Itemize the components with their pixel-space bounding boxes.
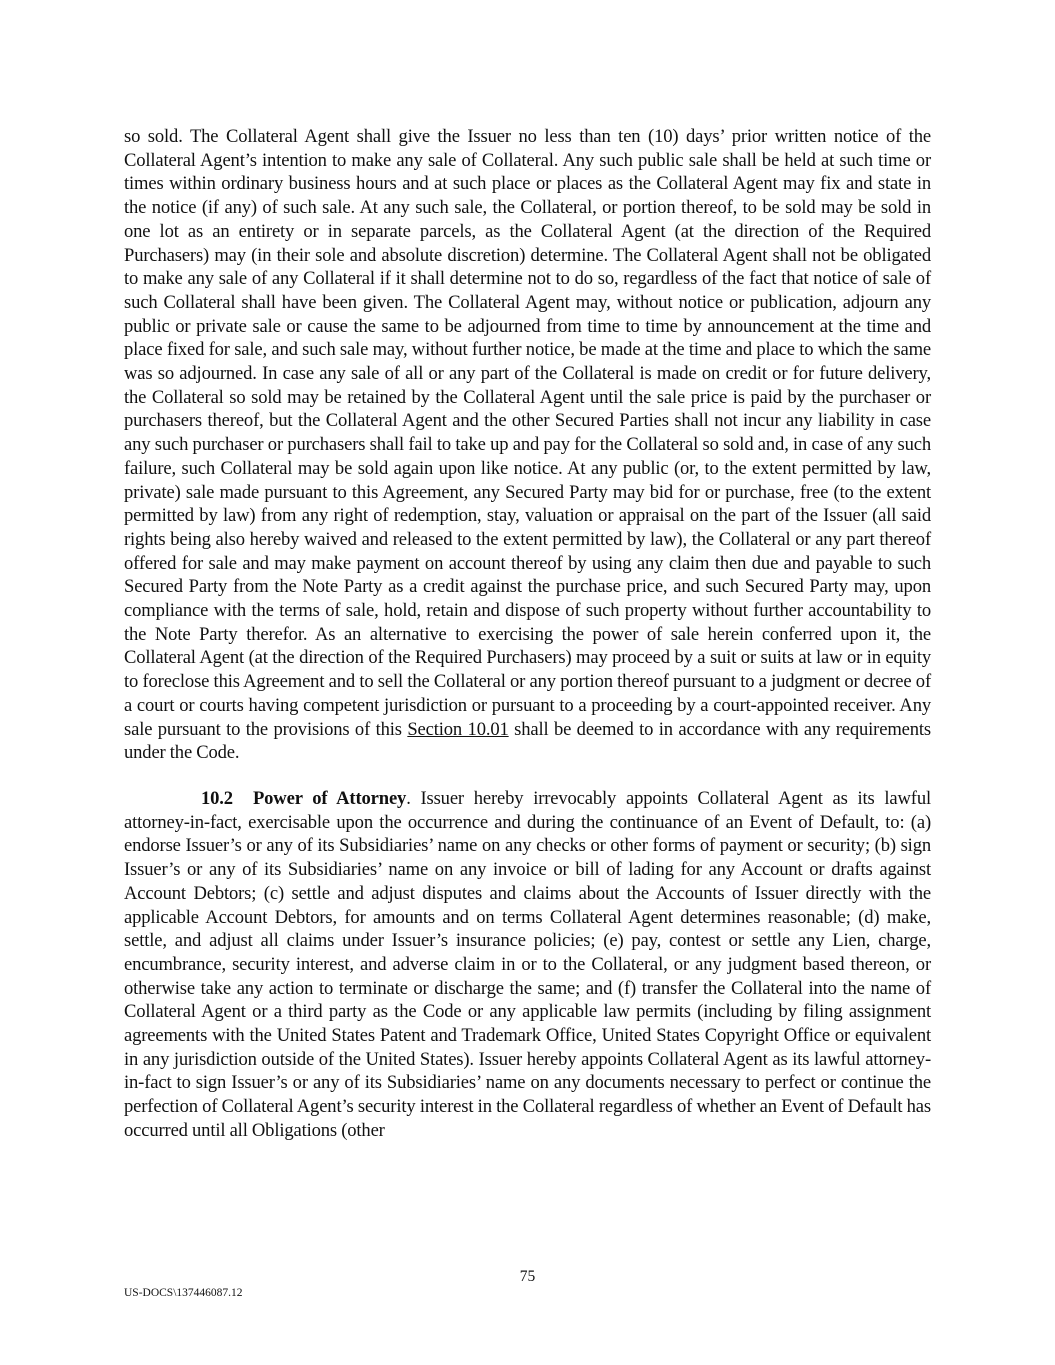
- paragraph-text: shall be deemed to in accordance with any requirements under the Code.: [124, 718, 931, 764]
- paragraph-text: so sold. The Collateral Agent shall give the Issuer no less than ten (10) days’ prior written notice of the Collateral Agent’s intention to make any sale of Collateral. Any such public sale shall be held at such time or times within ordinary business hours and at such place or places as the Collateral Agent may fix and state in the notice (if any) of such sale. At any such sale, the Collateral, or portion thereof, to be sold may be sold in one lot as an entirety or in separate parcels, as the Collateral Agent (at the direction of the Required Purchasers) may (in their sole and absolute discretion) determine. The Collateral Agent shall not be obligated to make any sale of any Collateral if it shall determine not to do so, regardless of the fact that notice of sale of such Collateral shall have been given. The Collateral Agent may, without notice or publication, adjourn any public or private sale or cause the same to be adjourned from time to time by announcement at the time and place fixed for sale, and such sale may, without further notice, be made at the time and place to which the same was so adjourned. In case any sale of all or any part of the Collateral is made on credit or for future delivery, the Collateral so sold may be retained by the Collateral Agent until the sale price is paid by the purchaser or purchasers thereof, but the Collateral Agent and the other Secured Parties shall not incur any liability in case any such purchaser or purchasers shall fail to take up and pay for the Collateral so sold and, in case of any such failure, such Collateral may be sold again upon like notice. At any public (or, to the extent permitted by law, private) sale made pursuant to this Agreement, any Secured Party may bid for or purchase, free (to the extent permitted by law) from any right of redemption, stay, valuation or appraisal on the part of the Issuer (all said rights being also hereby waived and released to the extent permitted by law), the Collateral or any part thereof offered for sale and may make payment on account thereof by using any claim then due and payable to such Secured Party from the Note Party as a credit against the purchase price, and such Secured Party may, upon compliance with the terms of sale, hold, retain and dispose of such property without further accountability to the Note Party therefor. As an alternative to exercising the power of sale herein conferred upon it, the Collateral Agent (at the direction of the Required Purchasers) may proceed by a suit or suits at law or in equity to foreclose this Agreement and to sell the Collateral or any portion thereof pursuant to a judgment or decree of a court or courts having competent jurisdiction or pursuant to a proceeding by a court-appointed receiver. Any sale pursuant to the provisions of this: [124, 126, 931, 740]
- page-number: 75: [519, 1268, 536, 1285]
- document-id: US-DOCS\137446087.12: [124, 1287, 243, 1299]
- section-reference-link: Section 10.01: [407, 718, 509, 740]
- paragraph-power-of-attorney: [124, 787, 931, 1143]
- section-title: Power of Attorney: [252, 787, 407, 809]
- paragraph-sale-of-collateral: [124, 125, 931, 765]
- document-page: [124, 125, 931, 1143]
- paragraph-text: . Issuer hereby irrevocably appoints Collateral Agent as its lawful attorney-in-fact, exercisable upon the occurrence and during the continuance of an Event of Default, to: (a) endorse Issuer’s or any of its Subsidiaries’ name on any checks or other forms of payment or security; (b) sign Issuer’s or any of its Subsidiaries’ name on any invoice or bill of lading for any Account or drafts against Account Debtors; (c) settle and adjust disputes and claims about the Accounts of Issuer directly with the applicable Account Debtors, for amounts and on terms Collateral Agent determines reasonable; (d) make, settle, and adjust all claims under Issuer’s insurance policies; (e) pay, contest or settle any Lien, charge, encumbrance, security interest, and adverse claim in or to the Collateral, or any judgment based thereon, or otherwise take any action to terminate or discharge the same; and (f) transfer the Collateral into the name of Collateral Agent or a third party as the Code or any applicable law permits (including by filing assignment agreements with the United States Patent and Trademark Office, United States Copyright Office or equivalent in any jurisdiction outside of the United States). Issuer hereby appoints Collateral Agent as its lawful attorney-in-fact to sign Issuer’s or any of its Subsidiaries’ name on any documents necessary to perfect or continue the perfection of Collateral Agent’s security interest in the Collateral regardless of whether an Event of Default has occurred until all Obligations (other: [124, 787, 931, 1141]
- section-number: 10.2: [201, 787, 233, 809]
